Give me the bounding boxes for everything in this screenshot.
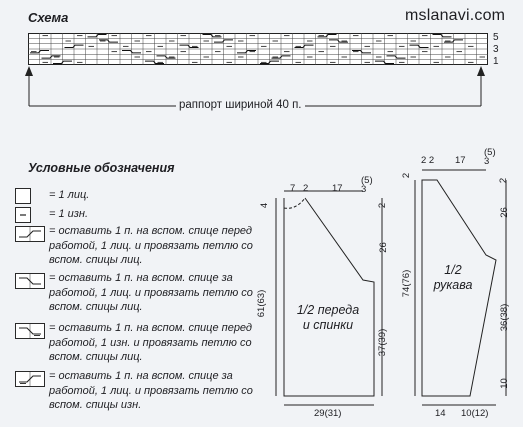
sleeve-dim-right-2: 2 bbox=[498, 177, 510, 184]
dim-top-2: 2 bbox=[303, 183, 309, 194]
legend-text: = 1 лиц. bbox=[49, 189, 90, 201]
front-back-label-line2: и спинки bbox=[302, 318, 354, 332]
sleeve-dim-top-5-3: (5) 3 bbox=[484, 147, 496, 167]
row-number-3: 3 bbox=[493, 44, 499, 55]
sleeve-dim-right-26: 26 bbox=[498, 207, 510, 218]
row-number-1: 1 bbox=[493, 56, 499, 67]
sleeve-dim-bottom-10: 10(12) bbox=[461, 408, 489, 419]
legend-text: = оставить 1 п. на вспом. спице за работой, 1 лиц. и провязать петлю со вспом. спицы лиц. bbox=[49, 272, 253, 313]
arrow-up-left-icon bbox=[25, 66, 33, 76]
front-back-label bbox=[285, 303, 371, 333]
dim-right-2: 2 bbox=[377, 202, 389, 209]
sleeve-label bbox=[428, 263, 478, 293]
cable-left-knit-icon bbox=[15, 273, 45, 289]
cable-left-purl-icon bbox=[15, 371, 45, 387]
sleeve-dim-top-2-2: 2 2 bbox=[421, 155, 435, 166]
scheme-title: Схема bbox=[28, 10, 69, 25]
dim-left-4: 4 bbox=[259, 202, 271, 209]
dash-cell-icon bbox=[15, 207, 31, 223]
dim-bottom-29: 29(31) bbox=[314, 408, 342, 419]
cable-right-knit-icon bbox=[15, 226, 45, 242]
dim-top-7: 7 bbox=[290, 183, 296, 194]
rapport-label: раппорт шириной 40 п. bbox=[176, 99, 305, 111]
dim-right-37: 37(39) bbox=[377, 328, 389, 357]
sleeve-dim-right-10: 10 bbox=[498, 378, 510, 389]
front-back-diagram bbox=[262, 160, 412, 420]
legend-text: = оставить 1 п. на вспом. спице перед работой, 1 лиц. и провязать петлю со вспом. спицы лиц. bbox=[49, 225, 253, 266]
row-number-5: 5 bbox=[493, 32, 499, 43]
site-watermark: mslanavi.com bbox=[405, 7, 506, 24]
sleeve-dim-left-74: 74(76) bbox=[401, 269, 413, 298]
legend-text: = оставить 1 п. на вспом. спице за работой, 1 лиц. и провязать петлю со вспом. спицы изн. bbox=[49, 370, 253, 411]
arrow-up-right-icon bbox=[477, 66, 485, 76]
empty-cell-icon bbox=[15, 188, 31, 204]
sleeve-dim-left-2: 2 bbox=[401, 172, 413, 179]
cable-right-purl-icon bbox=[15, 323, 45, 339]
dim-right-26: 26 bbox=[377, 242, 389, 253]
sleeve-dim-top-17: 17 bbox=[455, 155, 466, 166]
legend-text: = оставить 1 п. на вспом. спице перед работой, 1 изн. и провязать петлю со вспом. спицы лиц. bbox=[49, 322, 253, 363]
dim-top-17: 17 bbox=[332, 183, 343, 194]
sleeve-label-line1: 1/2 bbox=[444, 263, 462, 277]
dim-top-5-3: (5) 3 bbox=[361, 175, 373, 195]
legend-title: Условные обозначения bbox=[28, 161, 175, 175]
sleeve-label-line2: рукава bbox=[433, 278, 473, 292]
chart-grid bbox=[28, 33, 488, 65]
sleeve-dim-bottom-14: 14 bbox=[435, 408, 446, 419]
legend-text: = 1 изн. bbox=[49, 208, 88, 220]
front-back-label-line1: 1/2 переда bbox=[296, 303, 360, 317]
dim-left-61: 61(63) bbox=[256, 289, 268, 318]
sleeve-dim-right-36: 36(38) bbox=[499, 303, 511, 332]
